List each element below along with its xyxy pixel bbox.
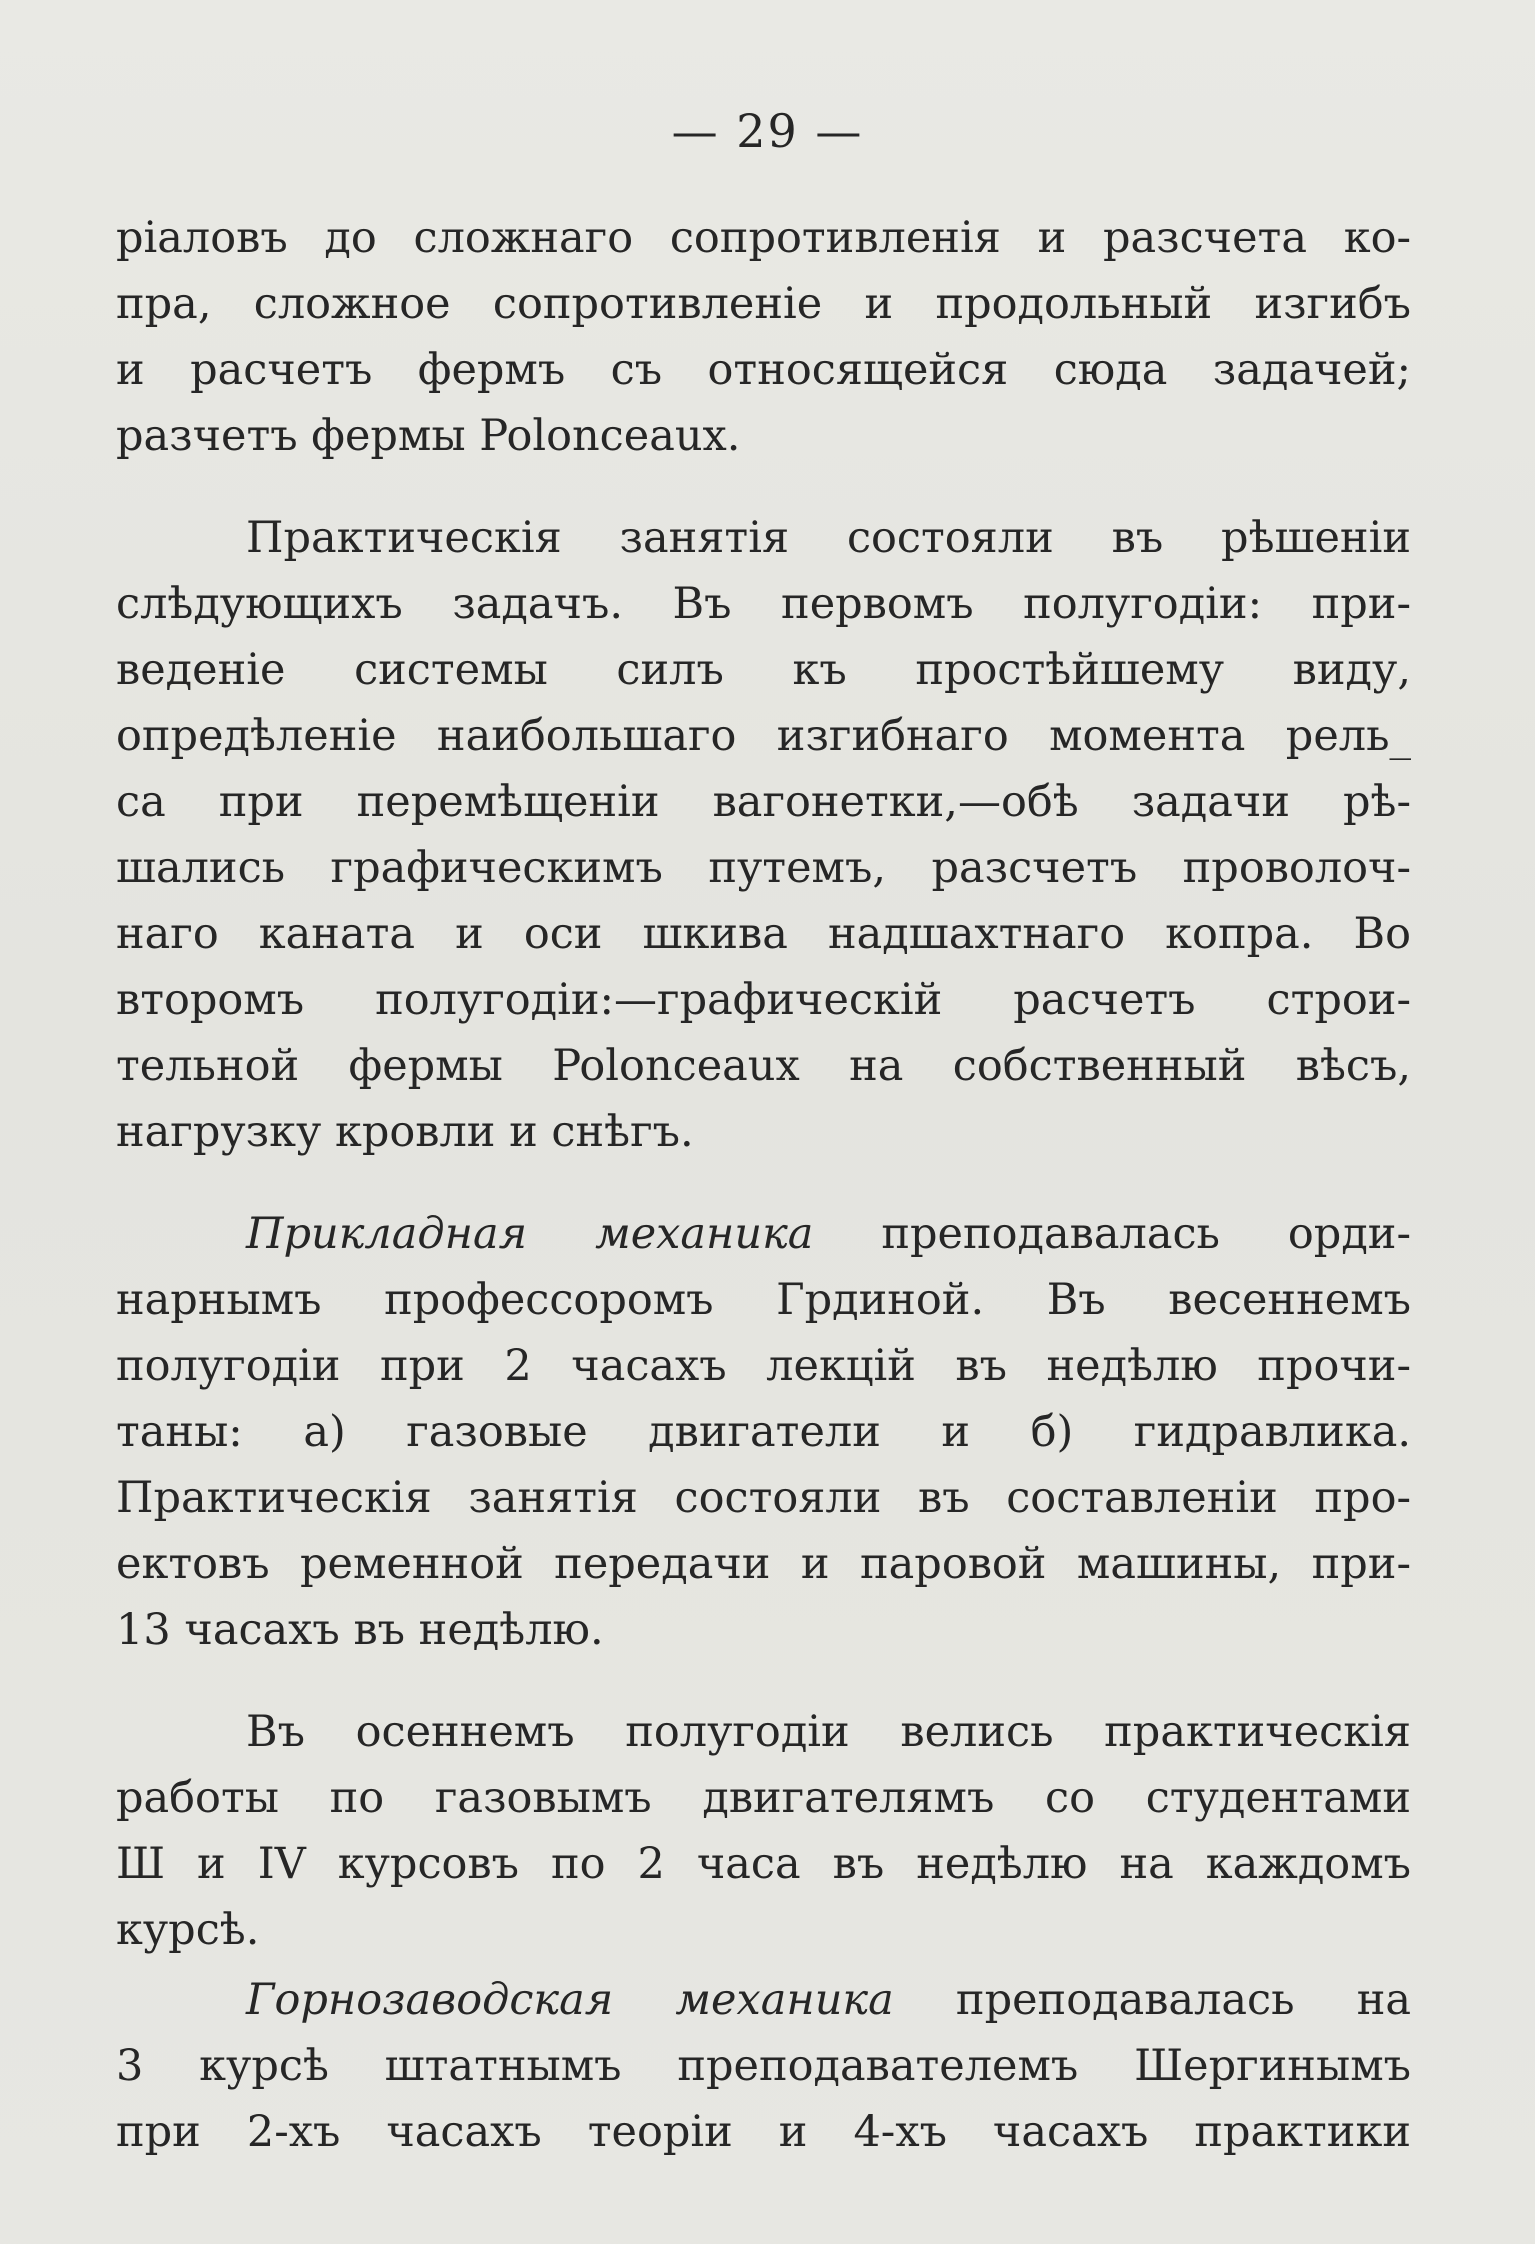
text-line: разчетъ фермы Polonceaux.: [116, 411, 741, 461]
text-line: Практическія занятія состояли въ составленіи про-: [116, 1473, 1411, 1523]
paragraph-1: [116, 205, 1411, 469]
paragraph-4: [116, 1699, 1411, 1963]
text-line: нарнымъ профессоромъ Грдиной. Въ весеннемъ: [116, 1275, 1411, 1325]
text-line: тельной фермы Polonceaux на собственный вѣсъ,: [116, 1041, 1411, 1091]
text-line: пра, сложное сопротивленіе и продольный изгибъ: [116, 279, 1411, 329]
text-line: работы по газовымъ двигателямъ со студентами: [116, 1773, 1411, 1823]
text-line: и расчетъ фермъ съ относящейся сюда задачей;: [116, 345, 1411, 395]
text-line: таны: а) газовые двигатели и б) гидравлика.: [116, 1407, 1411, 1457]
text-line: 13 часахъ въ недѣлю.: [116, 1605, 604, 1655]
section-heading-italic: Прикладная механика: [246, 1209, 814, 1259]
text-line: наго каната и оси шкива надшахтнаго копра. Во: [116, 909, 1411, 959]
paragraph-5: [116, 1967, 1411, 2165]
page-number: — 29 —: [671, 104, 864, 158]
paragraph-2: [116, 505, 1411, 1165]
text-fragment: преподавалась на: [893, 1975, 1411, 2025]
text-line: Ш и IV курсовъ по 2 часа въ недѣлю на каждомъ: [116, 1839, 1411, 1889]
text-line: шались графическимъ путемъ, разсчетъ проволоч-: [116, 843, 1411, 893]
text-line: са при перемѣщеніи вагонетки,—обѣ задачи рѣ-: [116, 777, 1411, 827]
text-line: нагрузку кровли и снѣгъ.: [116, 1107, 694, 1157]
text-line: опредѣленіе наибольшаго изгибнаго момента рель_: [116, 711, 1411, 761]
text-line: полугодіи при 2 часахъ лекцій въ недѣлю прочи-: [116, 1341, 1411, 1391]
text-line: второмъ полугодіи:—графическій расчетъ строи-: [116, 975, 1411, 1025]
text-line: [116, 1201, 1411, 1267]
paragraph-3: [116, 1201, 1411, 1663]
text-line: веденіе системы силъ къ простѣйшему виду,: [116, 645, 1411, 695]
text-line: слѣдующихъ задачъ. Въ первомъ полугодіи: при-: [116, 579, 1411, 629]
text-line: ріаловъ до сложнаго сопротивленія и разсчета ко-: [116, 213, 1411, 263]
section-heading-italic: Горнозаводская механика: [246, 1975, 894, 2025]
text-line: Въ осеннемъ полугодіи велись практическія: [246, 1707, 1411, 1757]
text-line: ектовъ ременной передачи и паровой машины, при-: [116, 1539, 1411, 1589]
text-line: Практическія занятія состояли въ рѣшеніи: [246, 513, 1411, 563]
text-line: [116, 1967, 1411, 2033]
page-text: [116, 205, 1411, 2201]
text-fragment: преподавалась орди-: [813, 1209, 1411, 1259]
text-line: 3 курсѣ штатнымъ преподавателемъ Шергинымъ: [116, 2041, 1411, 2091]
text-line: курсѣ.: [116, 1905, 260, 1955]
text-line: при 2-хъ часахъ теоріи и 4-хъ часахъ практики: [116, 2107, 1411, 2157]
